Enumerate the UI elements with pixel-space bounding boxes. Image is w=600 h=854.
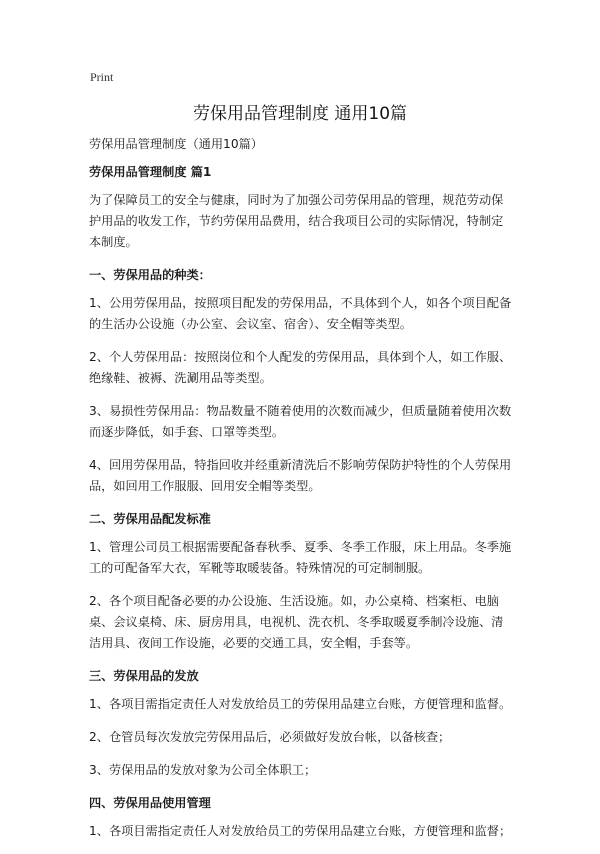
section-paragraph: 1、各项目需指定责任人对发放给员工的劳保用品建立台账，方便管理和监督；	[89, 824, 512, 838]
section-heading: 二、劳保用品配发标准	[89, 512, 211, 526]
part-heading: 劳保用品管理制度 篇1	[89, 165, 212, 179]
section-heading: 一、劳保用品的种类：	[89, 268, 211, 282]
document-subtitle: 劳保用品管理制度（通用10篇）	[89, 137, 263, 151]
section-paragraph: 1、公用劳保用品，按照项目配发的劳保用品，不具体到个人，如各个项目配备的生活办公设施（办公室、会议室、宿舍）、安全帽等类型。	[89, 296, 512, 331]
section-paragraph: 3、劳保用品的发放对象为公司全体职工；	[89, 763, 317, 777]
section-paragraph: 2、仓管员每次发放完劳保用品后，必须做好发放台帐，以备核查；	[89, 730, 451, 744]
document-body	[89, 134, 513, 854]
section-paragraph: 1、各项目需指定责任人对发放给员工的劳保用品建立台账，方便管理和监督。	[89, 697, 512, 711]
section-paragraph: 4、回用劳保用品，特指回收并经重新清洗后不影响劳保防护特性的个人劳保用品，如回用工作服服、回用安全帽等类型。	[89, 458, 512, 493]
document-title: 劳保用品管理制度 通用10篇	[192, 104, 408, 124]
section-paragraph: 2、个人劳保用品：按照岗位和个人配发的劳保用品，具体到个人，如工作服、绝缘鞋、被褥、洗涮用品等类型。	[89, 350, 512, 385]
section-paragraph: 1、管理公司员工根据需要配备春秋季、夏季、冬季工作服，床上用品。冬季施工的可配备军大衣，军靴等取暖装备。特殊情况的可定制制服。	[89, 540, 512, 575]
section-heading: 三、劳保用品的发放	[89, 669, 199, 683]
section-paragraph: 2、各个项目配备必要的办公设施、生活设施。如，办公桌椅、档案柜、电脑桌、会议桌椅、床、厨房用具，电视机、洗衣机、冬季取暖夏季制冷设施、清洁用具、夜间工作设施，必要的交通工具，安全帽，手套等。	[89, 594, 504, 650]
print-label: Print	[90, 70, 114, 84]
section-heading: 四、劳保用品使用管理	[89, 796, 211, 810]
intro-paragraph: 为了保障员工的安全与健康，同时为了加强公司劳保用品的管理，规范劳动保护用品的收发工作，节约劳保用品费用，结合我项目公司的实际情况，特制定本制度。	[89, 193, 504, 249]
section-paragraph: 3、易损性劳保用品：物品数量不随着使用的次数而减少，但质量随着使用次数而逐步降低，如手套、口罩等类型。	[89, 404, 512, 439]
